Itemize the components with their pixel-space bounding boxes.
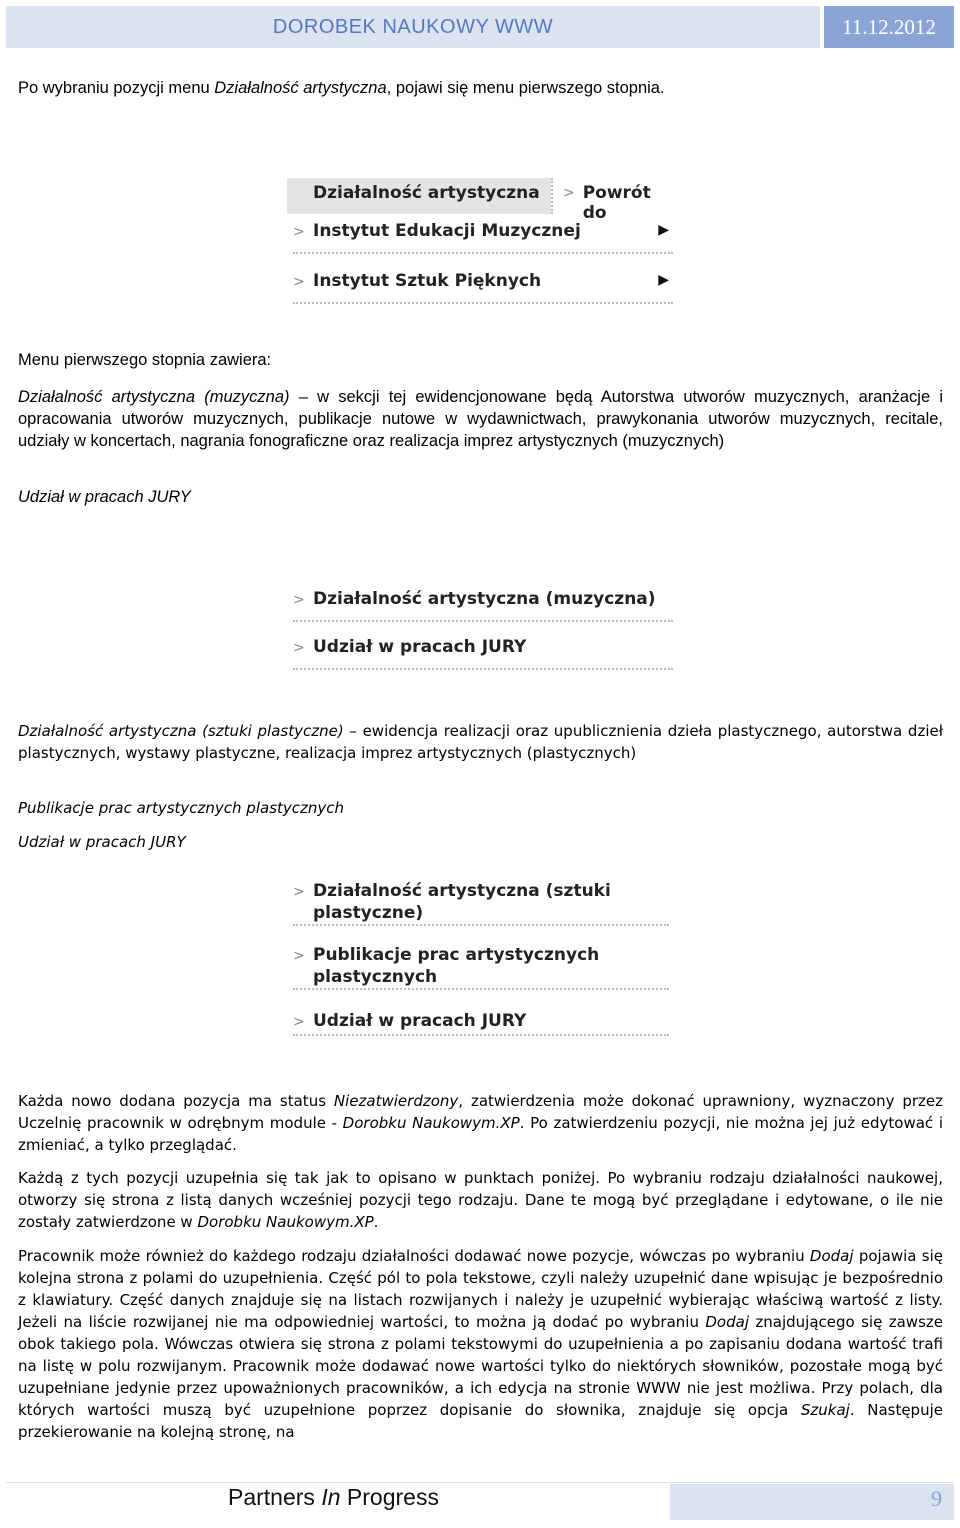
text-run: znajdującego się zawsze obok takiego pola. Wówczas otwiera się strona z polami tekstowymi do uzupełnienia a po zapisaniu dodana wartość trafi na listę w polu rozwijanym. Pracownik może dodawać nowe wartości tylko do niektórych słowników, pozostałe mogą być uzupełniane jedynie przez upoważnionych pracowników, a ich edycja na stronie WWW nie jest możliwa. Przy polach, dla których wartości muszą być uzupełnione poprzez dopisanie do słownika, znajduje się opcja: [18, 1313, 943, 1419]
footer-divider: [6, 1482, 954, 1483]
divider: [293, 620, 673, 622]
menu-item-dzialalnosc-muzyczna[interactable]: [293, 588, 673, 622]
text-run: Dodaj: [705, 1313, 749, 1331]
text-run: .: [373, 1213, 379, 1231]
text-run: Dodaj: [809, 1247, 854, 1265]
desc-muzyczna: [18, 386, 943, 452]
chevron-right-icon: >: [293, 948, 305, 964]
divider: [293, 1034, 669, 1036]
text-run: Szukaj: [800, 1401, 850, 1419]
text-run: Każdą z tych pozycji uzupełnia się tak jak to opisano w punktach poniżej. Po wybraniu rodzaju działalności naukowej, otworzy się strona z listą danych wcześniej pozycji tego rodzaju. Dane te mogą być przeglądane i edytowane, o ile nie zostały zatwierdzone w: [18, 1169, 943, 1231]
menu-item-label: Udział w pracach JURY: [313, 1011, 527, 1031]
chevron-right-icon: >: [293, 592, 305, 608]
paragraph-uzupelnianie: [18, 1167, 943, 1233]
menu-item-dzialalnosc-plastyczne[interactable]: [293, 880, 669, 926]
menu-item-udzial-jury[interactable]: [293, 636, 673, 670]
desc-plastyczne-title: Działalność artystyczna (sztuki plastyczne): [18, 722, 344, 740]
brand-text: Progress: [340, 1484, 439, 1510]
desc-plastyczne: [18, 720, 943, 764]
text-run: Każda nowo dodana pozycja ma status: [18, 1092, 334, 1110]
dash: –: [289, 388, 318, 406]
chevron-right-icon: >: [293, 640, 305, 656]
text-run: pojawia się kolejna strona z polami do uzupełnienia. Część pól to pola tekstowe, czyli należy uzupełnić dane wpisując je bezpośrednio z klawiatury. Część danych znajduje się na listach rozwijanych i należy je uzupełnić wybierając właściwą wartość z listy. Jeżeli na liście rozwijanej nie ma odpowiedniej wartości, to można ją dodać po wybraniu: [18, 1247, 943, 1331]
intro-prefix: Po wybraniu pozycji menu: [18, 79, 215, 97]
text-run: . Następuje przekierowanie na kolejną stronę, na: [18, 1401, 943, 1441]
text-run: . Po zatwierdzeniu pozycji, nie można jej już edytować i zmieniać, a tylko przeglądać.: [18, 1114, 943, 1154]
menu-item-label: Instytut Sztuk Pięknych: [313, 271, 542, 291]
chevron-right-icon: >: [293, 224, 305, 240]
chevron-right-icon: >: [293, 884, 305, 900]
brand-text: In: [321, 1484, 341, 1510]
menu-screenshot-2: [287, 588, 675, 668]
chevron-right-icon: >: [293, 1014, 305, 1030]
submenu-arrow-icon: ▶: [658, 272, 669, 288]
text-run: Dorobku Naukowym.XP: [197, 1213, 374, 1231]
text-run: Pracownik może również do każdego rodzaju działalności dodawać nowe pozycje, wówczas po wybraniu: [18, 1247, 810, 1265]
divider: [293, 302, 673, 304]
jury-label-2: Udział w pracach JURY: [18, 833, 186, 851]
footer-brand: [228, 1484, 439, 1511]
menu-head-text: Menu pierwszego stopnia zawiera:: [18, 351, 272, 369]
text-run: Dorobku Naukowym.XP: [342, 1114, 520, 1132]
menu-item-publikacje[interactable]: [293, 944, 669, 990]
paragraph-dodawanie: [18, 1245, 943, 1443]
menu-item-label: Działalność artystyczna (sztuki plastyczne): [313, 881, 611, 923]
menu-item-udzial-jury[interactable]: [293, 1010, 669, 1036]
divider: [293, 252, 673, 254]
desc-plastyczne-text: ewidencja realizacji oraz upublicznienia dzieła plastycznego, autorstwa dzieł plastycznych, wystawy plastyczne, realizacja imprez artystycznych (plastycznych): [18, 722, 943, 762]
submenu-arrow-icon: ▶: [658, 222, 669, 238]
menu-separator: [551, 178, 555, 214]
intro-menu-item: Działalność artystyczna: [214, 79, 387, 97]
menu-screenshot-1: [287, 178, 679, 298]
desc-muzyczna-title: Działalność artystyczna (muzyczna): [18, 388, 290, 406]
divider: [293, 668, 673, 670]
jury-label-1: Udział w pracach JURY: [18, 488, 191, 506]
page-header: [6, 6, 954, 48]
menu-item-label: Instytut Edukacji Muzycznej: [313, 221, 581, 241]
text-run: Niezatwierdzony: [333, 1092, 459, 1110]
header-title: DOROBEK NAUKOWY WWW: [6, 6, 820, 48]
header-date: 11.12.2012: [824, 6, 954, 48]
menu-item-instytut-edukacji[interactable]: [293, 220, 673, 254]
brand-text: Partners: [228, 1484, 322, 1510]
dash: –: [343, 722, 363, 740]
paragraph-status: [18, 1090, 943, 1156]
text-run: , zatwierdzenia może dokonać uprawniony, wyznaczony przez Uczelnię pracownik w odrębnym module -: [18, 1092, 944, 1132]
menu-item-label: Publikacje prac artystycznych plastycznych: [313, 945, 600, 987]
menu-item-label: Udział w pracach JURY: [313, 637, 527, 657]
desc-muzyczna-text: w sekcji tej ewidencjonowane będą Autorstwa utworów muzycznych, aranżacje i opracowania utworów muzycznych, publikacje nutowe w wydawnictwach, prawykonania utworów muzycznych, recitale, udziały w koncertach, nagrania fonograficzne oraz realizacja imprez artystycznych (muzycznych): [18, 388, 943, 450]
page-number: 9: [670, 1484, 954, 1520]
menu-back-label: Powrót do: [582, 183, 651, 223]
menu-screenshot-3: [287, 880, 671, 1040]
chevron-right-icon: >: [563, 185, 575, 201]
menu-item-instytut-sztuk[interactable]: [293, 270, 673, 304]
divider: [293, 924, 669, 926]
menu-selected-item[interactable]: [287, 178, 551, 214]
menu-item-label: Działalność artystyczna (muzyczna): [313, 589, 656, 609]
intro-suffix: , pojawi się menu pierwszego stopnia.: [386, 79, 665, 97]
menu-selected-label: Działalność artystyczna: [313, 183, 540, 203]
chevron-right-icon: >: [293, 274, 305, 290]
menu-back-item[interactable]: [563, 183, 679, 223]
divider: [293, 988, 669, 990]
publikacje-label: Publikacje prac artystycznych plastycznych: [18, 799, 345, 817]
intro-paragraph: [18, 77, 943, 99]
